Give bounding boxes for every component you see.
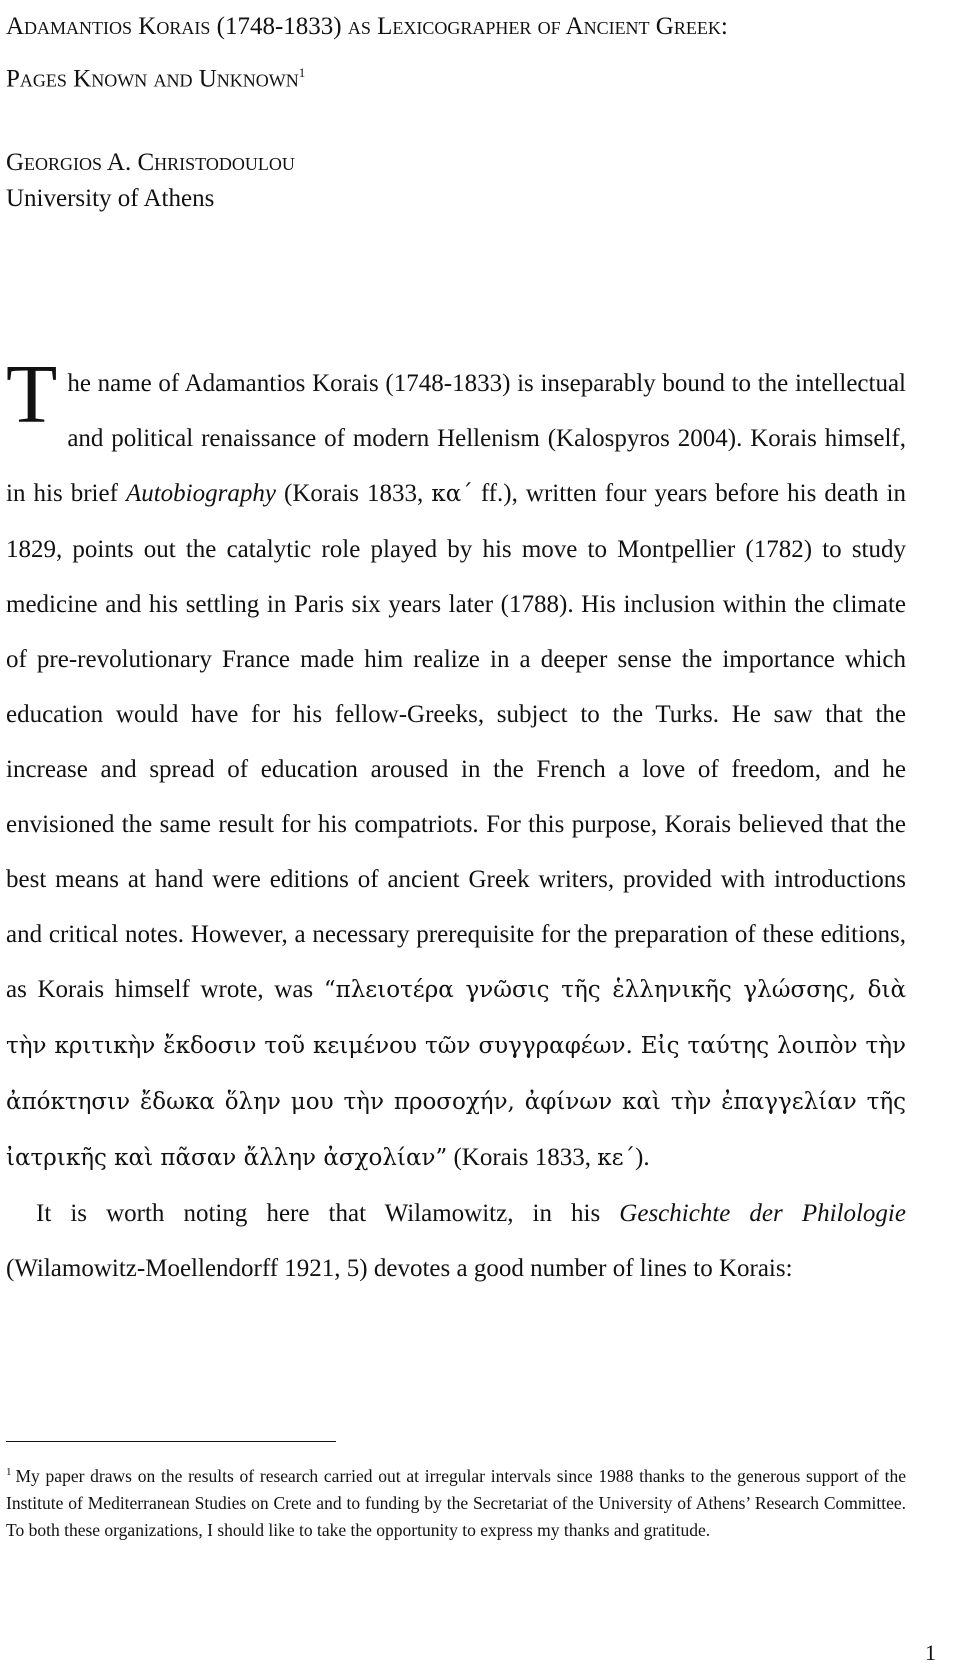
author-affiliation: University of Athens xyxy=(6,185,215,212)
title-footnote-ref: 1 xyxy=(298,65,306,80)
paper-title xyxy=(6,4,926,102)
p1-segment-1: he name of Adamantios Korais (1748-1833) is inseparably bound to the intellectual and political renaissance of modern Hellenism (Kalospyros 2004). Korais himself, in his brief xyxy=(6,370,906,507)
greek-page-ref-1: κα΄ xyxy=(431,481,473,507)
footnote-mark: 1 xyxy=(6,1466,12,1478)
p1-segment-2: (Korais 1833, xyxy=(275,480,432,507)
p1-segment-3: ff.), written four years before his death in 1829, points out the catalytic role played by his move to Montpellier (1782) to study medicine and his settling in Paris six years later (1788). His inclusion within the climate of pre-revolutionary France made him realize in a deeper sense the importance which education would have for his fellow-Greeks, subject to the Turks. He saw that the increase and spread of education aroused in the French a love of freedom, and he envisioned the same result for his compatriots. For this purpose, Korais believed that the best means at hand were editions of ancient Greek writers, provided with introductions and critical notes. However, a necessary prerequisite for the preparation of these editions, as Korais himself wrote, was xyxy=(6,480,906,1003)
greek-quotation: “πλειοτέρα γνῶσις τῆς ἑλληνικῆς γλώσσης, διὰ τὴν κριτικὴν ἔκδοσιν τοῦ κειμένου τῶν συγγραφέων. Εἰς ταύτης λοιπὸν τὴν ἀπόκτησιν ἔδωκα ὅλην μου τὴν προσοχήν, ἀφίνων καὶ τὴν ἐπαγγελίαν τῆς ἰατρικῆς καὶ πᾶσαν ἄλλην ἀσχολίαν” xyxy=(6,977,906,1171)
footnote-divider xyxy=(6,1441,336,1442)
drop-cap: T xyxy=(6,348,58,441)
footnote xyxy=(6,1459,906,1544)
autobiography-title: Autobiography xyxy=(125,480,276,507)
paragraph-1 xyxy=(6,348,906,1186)
title-line-1: Adamantios Korais (1748-1833) as Lexicographer of Ancient Greek: xyxy=(6,13,728,40)
author-name: Georgios A. Christodoulou xyxy=(6,149,295,176)
p1-segment-4: (Korais 1833, xyxy=(447,1144,598,1171)
title-line-2: Pages Known and Unknown xyxy=(6,65,299,93)
book-title: Geschichte der Philologie xyxy=(619,1200,906,1227)
p1-segment-5: ). xyxy=(635,1144,650,1171)
author-block xyxy=(6,145,906,217)
p2-segment-2: (Wilamowitz-Moellendorff 1921, 5) devotes a good number of lines to Korais: xyxy=(6,1255,793,1282)
footnote-text: My paper draws on the results of research carried out at irregular intervals since 1988 thanks to the generous support of the Institute of Mediterranean Studies on Crete and to funding by the Secretariat of the University of Athens’ Research Committee. To both these organizations, I should like to take the opportunity to express my thanks and gratitude. xyxy=(6,1465,906,1540)
body-text xyxy=(6,348,906,1296)
p2-segment-1: It is worth noting here that Wilamowitz, in his xyxy=(36,1200,620,1227)
paragraph-2 xyxy=(6,1186,906,1296)
page-number: 1 xyxy=(925,1640,936,1665)
greek-page-ref-2: κε΄ xyxy=(597,1145,635,1171)
